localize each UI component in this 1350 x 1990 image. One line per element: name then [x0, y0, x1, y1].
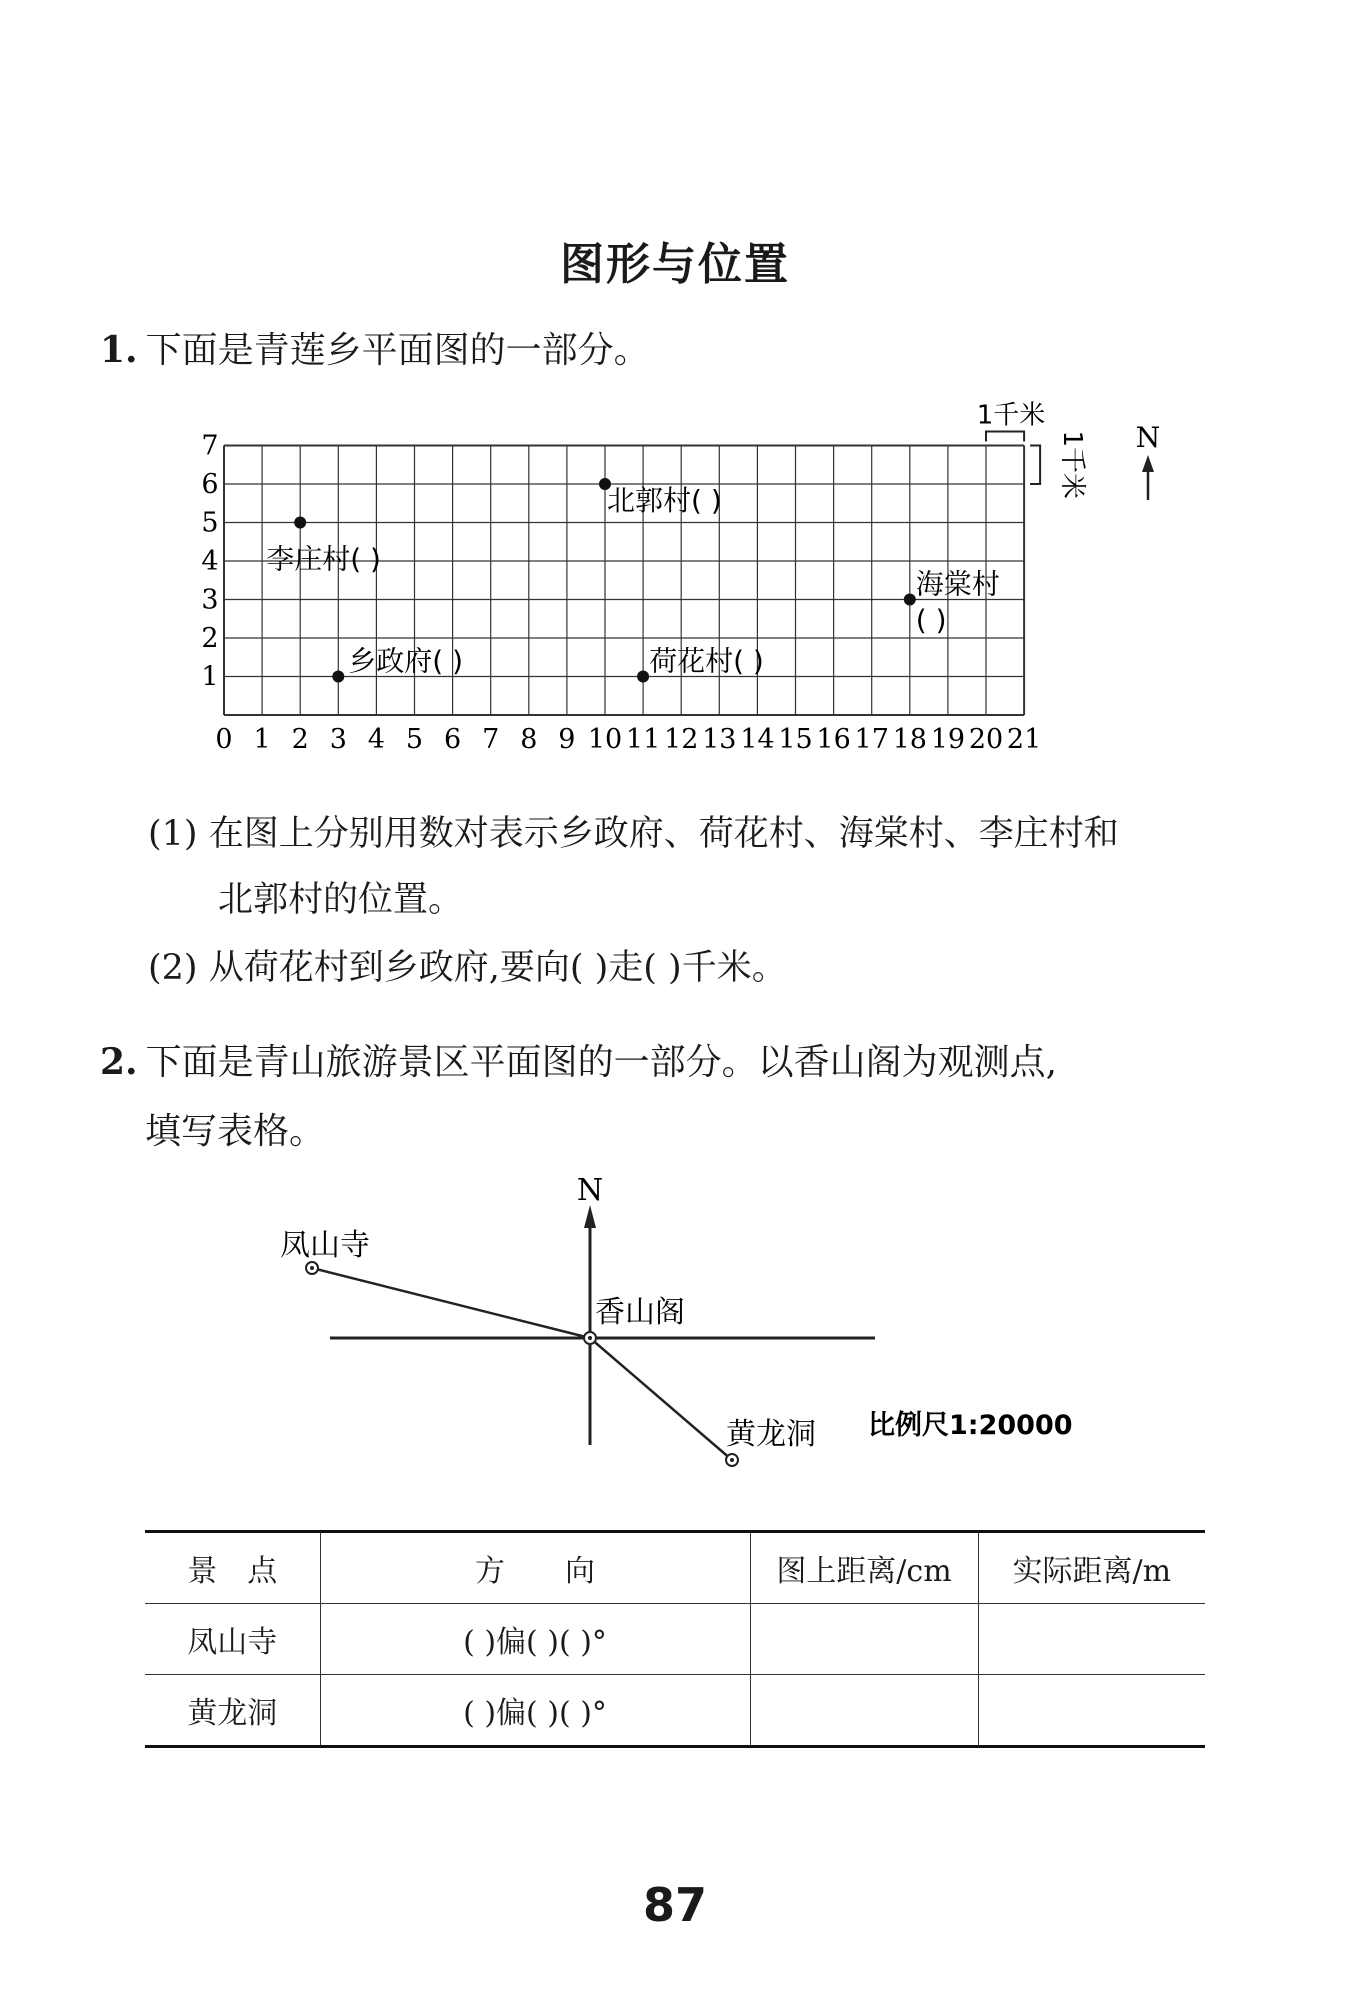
- x-tick-label: 15: [778, 724, 813, 755]
- header-spot: 景 点: [145, 1532, 320, 1604]
- map-scale-label: 比例尺1:20000: [868, 1410, 1073, 1441]
- row-map-distance-blank[interactable]: [750, 1675, 978, 1747]
- x-tick-label: 16: [816, 724, 851, 755]
- grid-north-arrow-icon: [1142, 455, 1154, 472]
- row-map-distance-blank[interactable]: [750, 1604, 978, 1675]
- q1-sub1-line2: 北郭村的位置。: [218, 880, 464, 920]
- fengshan-temple-label: 凤山寺: [280, 1228, 370, 1263]
- x-tick-label: 11: [625, 724, 661, 755]
- xiangshan-pavilion-label: 香山阁: [595, 1295, 685, 1330]
- line-to-huanglong-cave: [590, 1338, 732, 1460]
- north-arrow-icon: [584, 1205, 596, 1228]
- place-label: 李庄村( ): [266, 542, 381, 576]
- place-dot: [332, 671, 344, 683]
- y-tick-label: 5: [201, 507, 219, 539]
- row-actual-distance-blank[interactable]: [978, 1675, 1205, 1747]
- huanglong-cave-label: 黄龙洞: [726, 1417, 816, 1452]
- question-1-text: 下面是青莲乡平面图的一部分。: [145, 330, 650, 371]
- q1-sub2: (2) 从荷花村到乡政府,要向( )走( )千米。: [148, 948, 787, 988]
- x-tick-label: 10: [587, 724, 623, 755]
- x-tick-label: 0: [215, 724, 233, 755]
- q1-sub1-line1: (1) 在图上分别用数对表示乡政府、荷花村、海棠村、李庄村和: [148, 814, 1119, 854]
- x-tick-label: 18: [892, 724, 927, 755]
- x-tick-label: 19: [930, 724, 966, 755]
- x-tick-label: 20: [968, 724, 1004, 755]
- x-tick-label: 2: [291, 724, 309, 755]
- row-spot: 凤山寺: [145, 1604, 320, 1675]
- place-label: 北郭村( ): [607, 484, 722, 517]
- y-tick-label: 2: [201, 623, 219, 654]
- x-tick-label: 13: [702, 724, 737, 755]
- scale-label-horizontal: 1千米: [976, 400, 1046, 431]
- x-tick-label: 1: [253, 724, 271, 755]
- scenic-area-map: [280, 1173, 1073, 1466]
- grid-north-label: N: [1135, 421, 1161, 454]
- y-tick-label: 3: [201, 584, 219, 616]
- x-tick-label: 17: [854, 724, 889, 755]
- x-tick-label: 9: [558, 724, 576, 755]
- header-actual-distance: 实际距离/m: [978, 1532, 1205, 1604]
- scale-bracket-horizontal: [986, 432, 1024, 442]
- y-tick-label: 4: [201, 546, 219, 577]
- question-2-number: 2.: [100, 1041, 138, 1083]
- place-label-blank: ( ): [915, 603, 947, 637]
- row-direction-blank[interactable]: ( )偏( )( )°: [320, 1604, 750, 1675]
- place-dot: [637, 671, 649, 683]
- y-tick-label: 1: [201, 661, 219, 693]
- scale-label-vertical: 1千米: [1057, 430, 1088, 500]
- page-number: 87: [642, 1878, 707, 1932]
- x-tick-label: 21: [1006, 724, 1042, 755]
- x-tick-label: 3: [329, 724, 347, 755]
- place-dot: [904, 594, 916, 606]
- place-dot: [294, 517, 306, 529]
- question-2: [100, 1034, 1057, 1085]
- village-grid-map: [201, 401, 1160, 756]
- x-tick-label: 7: [482, 724, 500, 755]
- question-1-number: 1.: [100, 329, 138, 371]
- x-tick-label: 5: [405, 724, 424, 755]
- page-title: 图形与位置: [560, 239, 790, 290]
- question-2-text-line1: 下面是青山旅游景区平面图的一部分。以香山阁为观测点,: [145, 1042, 1058, 1083]
- x-tick-label: 8: [520, 724, 538, 755]
- header-direction: 方 向: [320, 1532, 750, 1604]
- table-header-row: [145, 1532, 1205, 1604]
- place-label: 乡政府( ): [348, 644, 464, 678]
- map-north-label: N: [576, 1173, 604, 1208]
- x-tick-label: 12: [664, 724, 699, 755]
- place-label: 海棠村: [915, 567, 1000, 601]
- x-tick-label: 6: [444, 724, 462, 755]
- y-tick-label: 7: [201, 430, 219, 462]
- question-2-text-line2: 填写表格。: [145, 1111, 326, 1152]
- x-tick-label: 14: [740, 724, 775, 755]
- place-label: 荷花村( ): [649, 644, 764, 678]
- x-tick-label: 4: [367, 724, 385, 755]
- header-map-distance: 图上距离/cm: [750, 1532, 978, 1604]
- y-tick-label: 6: [201, 469, 219, 500]
- line-to-fengshan-temple: [312, 1268, 590, 1338]
- table-row: [145, 1604, 1205, 1675]
- table-row: [145, 1675, 1205, 1747]
- row-direction-blank[interactable]: ( )偏( )( )°: [320, 1675, 750, 1747]
- scale-bracket-vertical: [1030, 446, 1040, 485]
- row-actual-distance-blank[interactable]: [978, 1604, 1205, 1675]
- answer-table: [145, 1530, 1205, 1748]
- row-spot: 黄龙洞: [145, 1675, 320, 1747]
